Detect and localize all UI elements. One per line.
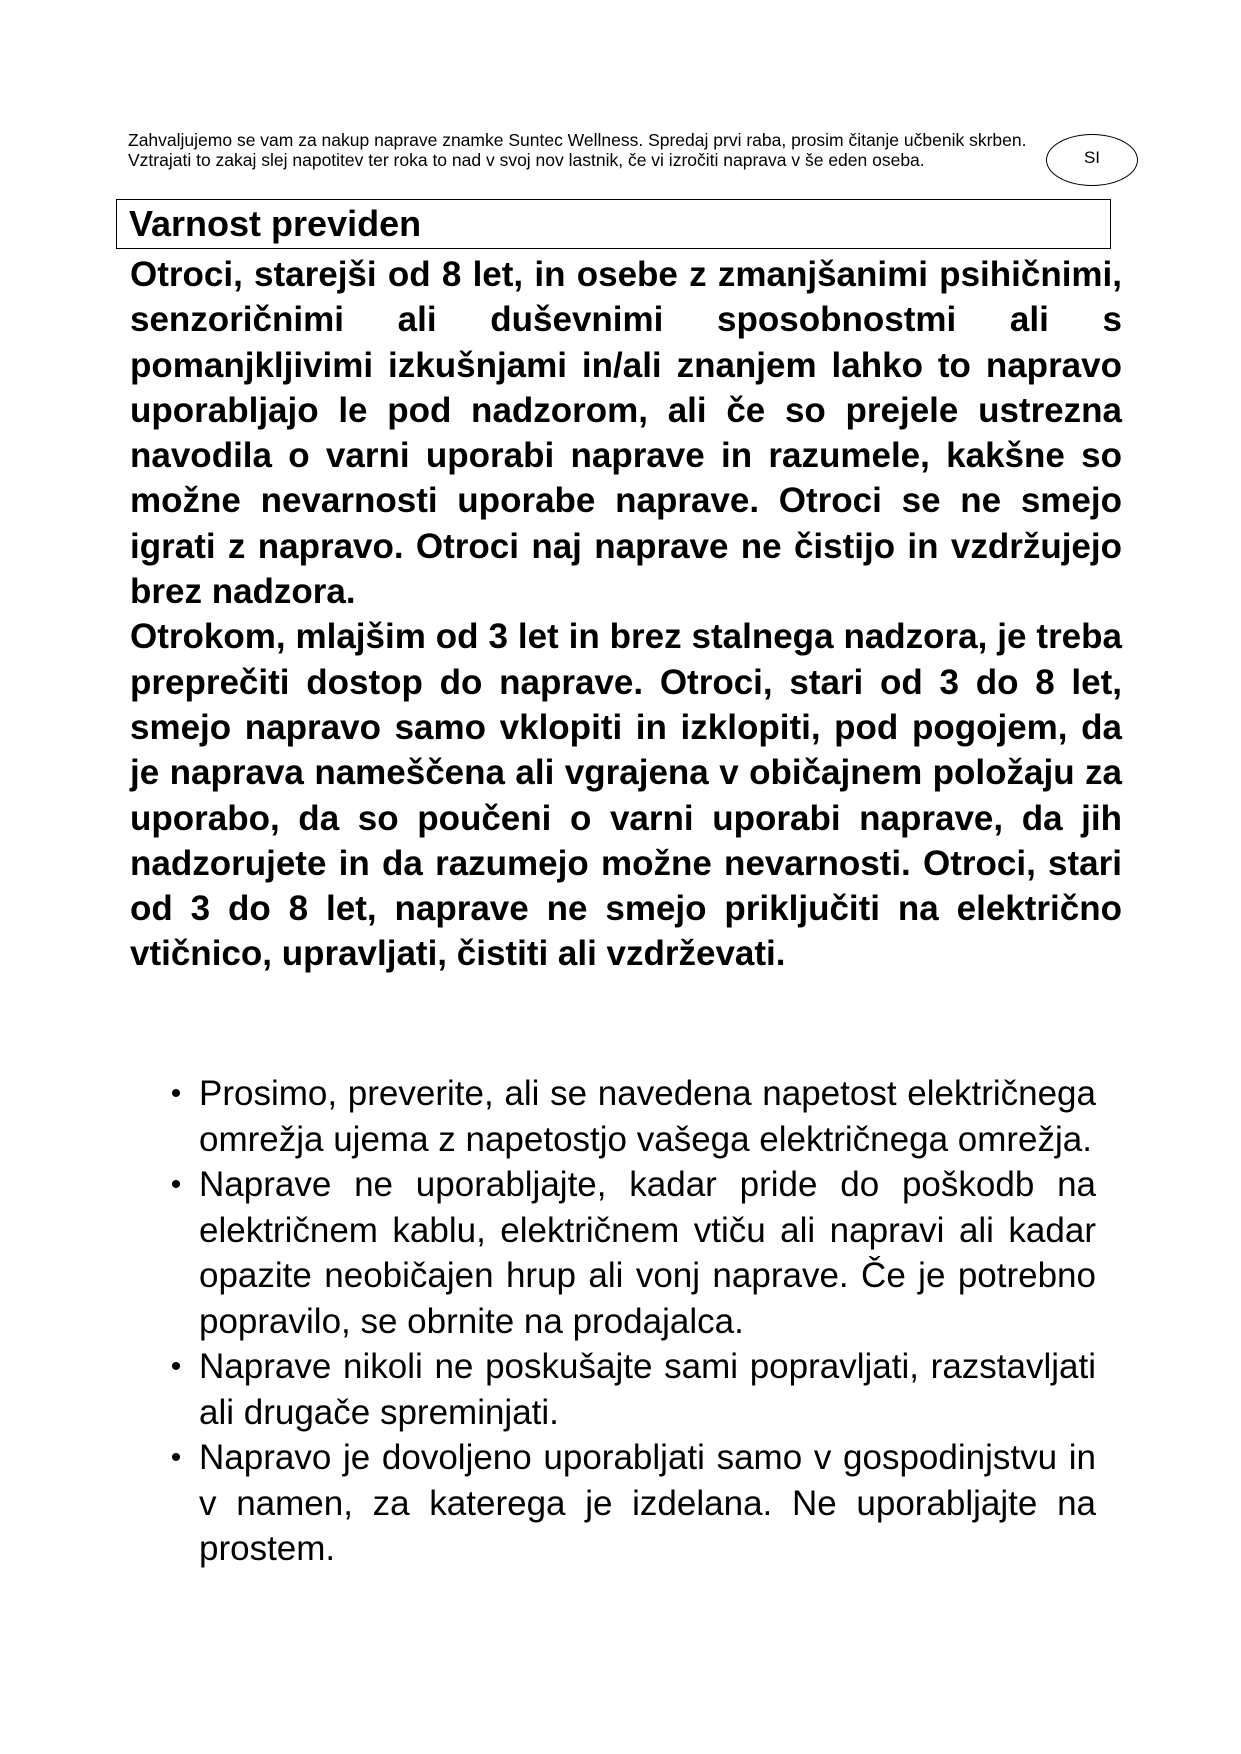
bullet-text: Naprave ne uporabljajte, kadar pride do poškodb na električnem kablu, električnem vtiču ali napravi ali kadar opazite neobičajen hrup ali vonj naprave. Če je potrebno popravilo, se obrnite na prodajalca. [199, 1165, 1096, 1341]
bullet-icon: • [170, 1077, 182, 1110]
language-code: SI [1083, 148, 1101, 167]
safety-bullet-list [166, 1071, 1096, 1572]
list-item [166, 1344, 1096, 1435]
section-header-box [116, 199, 1111, 249]
bullet-icon: • [170, 1350, 182, 1383]
warning-paragraph-young-children: Otrokom, mlajšim od 3 let in brez stalnega nadzora, je treba preprečiti dostop do naprave. Otroci, stari od 3 do 8 let, smejo napravo samo vklopiti in izklopiti, pod pogojem, da je naprava nameščena ali vgrajena v običajnem položaju za uporabo, da so poučeni o varni uporabi naprave, da jih nadzorujete in da razumejo možne nevarnosti. Otroci, stari od 3 do 8 let, naprave ne smejo priključiti na električno vtičnico, upravljati, čistiti ali vzdrževati. [130, 617, 1122, 974]
safety-warning [130, 252, 1122, 977]
bullet-text: Naprave nikoli ne poskušajte sami popravljati, razstavljati ali drugače spreminjati. [199, 1347, 1096, 1432]
bullet-icon: • [170, 1441, 182, 1474]
bullet-text: Prosimo, preverite, ali se navedena napetost električnega omrežja ujema z napetostjo vašega električnega omrežja. [199, 1074, 1096, 1159]
list-item [166, 1435, 1096, 1572]
section-title: Varnost previden [129, 203, 422, 244]
list-item [166, 1071, 1096, 1162]
intro-text: Zahvaljujemo se vam za nakup naprave znamke Suntec Wellness. Spredaj prvi raba, prosim čitanje učbenik skrben. Vztrajati to zakaj slej napotitev ter roka to nad v svoj nov lastnik, če vi izročiti naprava v še eden oseba. [128, 130, 1027, 170]
warning-paragraph-children: Otroci, starejši od 8 let, in osebe z zmanjšanimi psihičnimi, senzoričnimi ali duševnimi sposobnostmi ali s pomanjkljivimi izkušnjami in/ali znanjem lahko to napravo uporabljajo le pod nadzorom, ali če so prejele ustrezna navodila o varni uporabi naprave in razumele, kakšne so možne nevarnosti uporabe naprave. Otroci se ne smejo igrati z napravo. Otroci naj naprave ne čistijo in vzdržujejo brez nadzora. [130, 255, 1122, 612]
bullet-icon: • [170, 1168, 182, 1201]
list-item [166, 1162, 1096, 1344]
language-badge [1046, 134, 1138, 186]
bullet-text: Napravo je dovoljeno uporabljati samo v gospodinjstvu in v namen, za katerega je izdelana. Ne uporabljajte na prostem. [199, 1438, 1096, 1568]
